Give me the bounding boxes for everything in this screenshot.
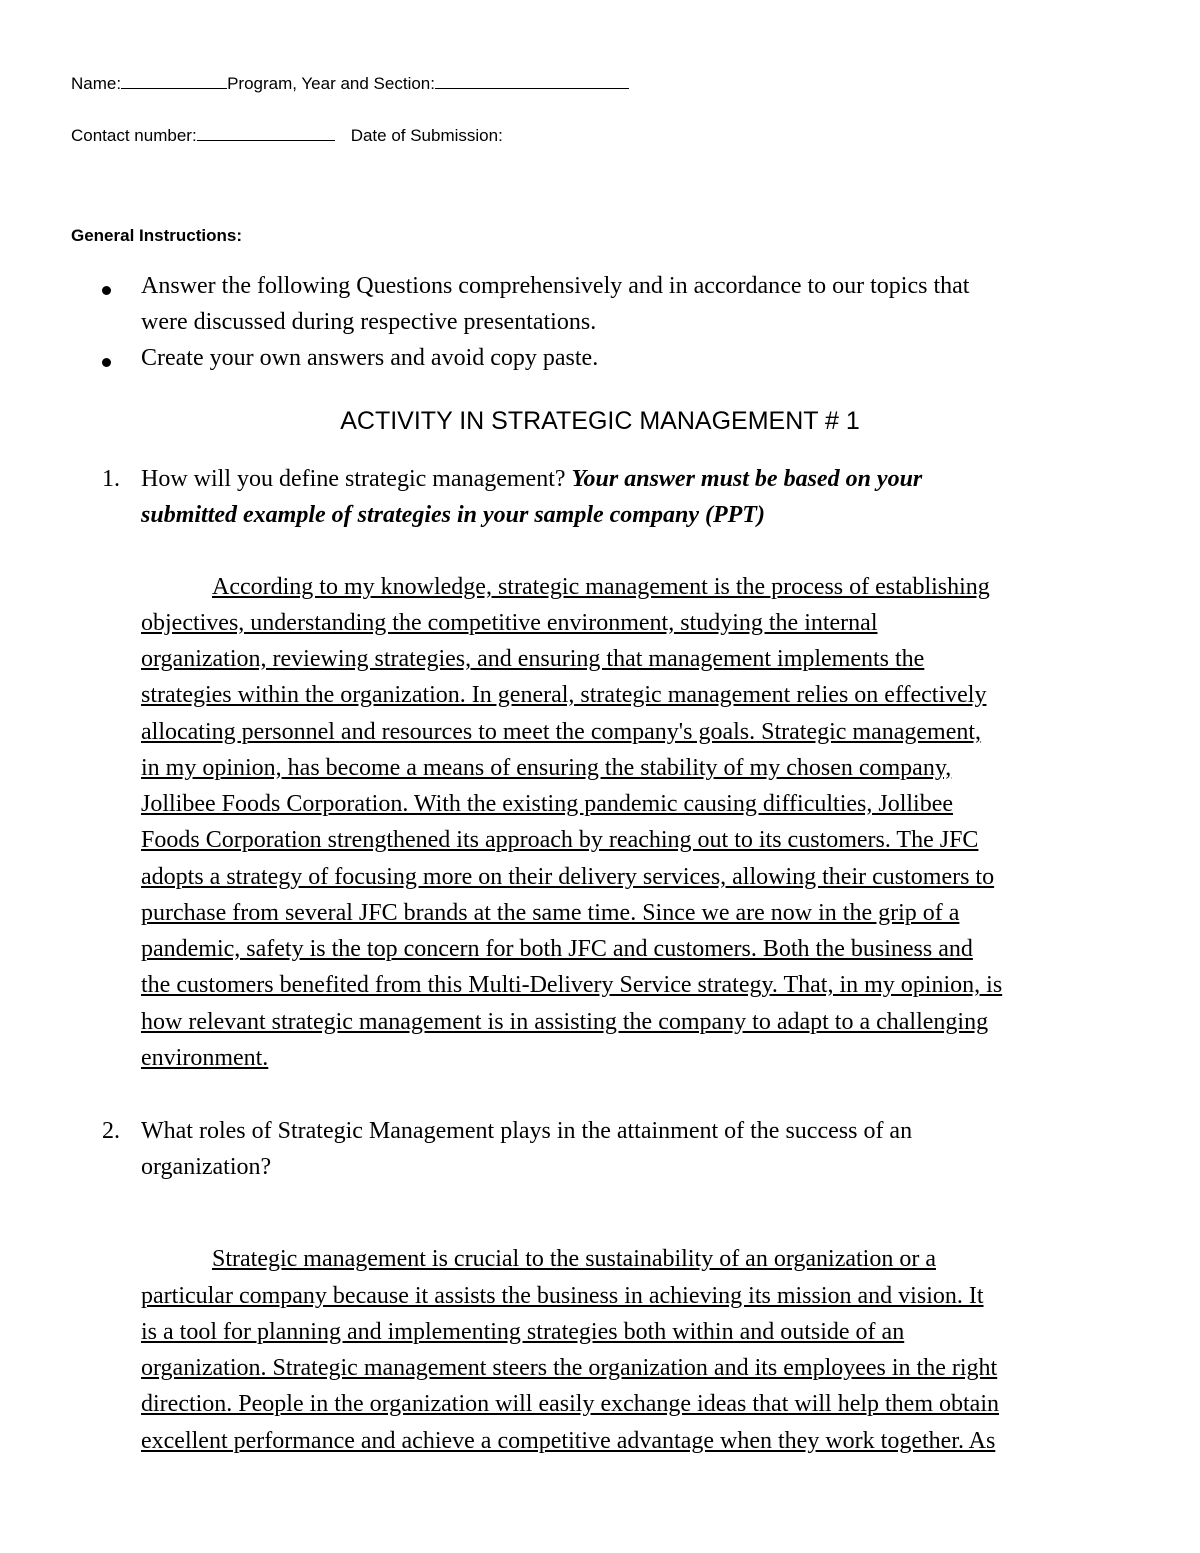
answer-2-line: direction. People in the organization will easily exchange ideas that will help them obtain	[141, 1391, 999, 1417]
date-label: Date of Submission:	[350, 126, 503, 145]
activity-title: ACTIVITY IN STRATEGIC MANAGEMENT # 1	[340, 407, 860, 435]
header-row-1	[71, 74, 629, 94]
name-blank	[121, 74, 227, 89]
answer-1-line: pandemic, safety is the top concern for both JFC and customers. Both the business and	[141, 936, 973, 962]
instruction-bullet-2: Create your own answers and avoid copy paste.	[141, 345, 599, 371]
answer-1-line: purchase from several JFC brands at the same time. Since we are now in the grip of a	[141, 900, 960, 926]
question-1-text: How will you define strategic management?	[141, 466, 566, 492]
answer-2-line: Strategic management is crucial to the sustainability of an organization or a	[212, 1246, 936, 1272]
question-2-line-2: organization?	[141, 1154, 272, 1180]
question-2-number: 2.	[102, 1118, 120, 1144]
answer-1-line: objectives, understanding the competitive environment, studying the internal	[141, 610, 878, 636]
program-blank	[435, 74, 629, 89]
answer-2-line: particular company because it assists the business in achieving its mission and vision. It	[141, 1283, 984, 1309]
answer-1-line: environment.	[141, 1045, 269, 1071]
header-row-2	[71, 126, 503, 146]
question-1-emphasis-line-2: submitted example of strategies in your sample company (PPT)	[141, 502, 765, 528]
name-label: Name:	[71, 74, 122, 93]
contact-blank	[197, 126, 335, 141]
bullet-dot	[102, 286, 111, 295]
instruction-bullet-1: Answer the following Questions comprehensively and in accordance to our topics that	[141, 273, 970, 299]
instructions-heading: General Instructions:	[71, 226, 242, 245]
answer-1-line: in my opinion, has become a means of ensuring the stability of my chosen company,	[141, 755, 952, 781]
question-1-number: 1.	[102, 466, 120, 492]
question-1-line-1	[141, 466, 922, 493]
answer-1-line: adopts a strategy of focusing more on their delivery services, allowing their customers to	[141, 864, 995, 890]
contact-label: Contact number:	[71, 126, 197, 145]
answer-1-line: the customers benefited from this Multi-Delivery Service strategy. That, in my opinion, is	[141, 972, 1003, 998]
answer-1-line: allocating personnel and resources to meet the company's goals. Strategic management,	[141, 719, 982, 745]
answer-1-line: strategies within the organization. In general, strategic management relies on effectively	[141, 682, 987, 708]
answer-1-line: organization, reviewing strategies, and ensuring that management implements the	[141, 646, 925, 672]
answer-1-line: Foods Corporation strengthened its approach by reaching out to its customers. The JFC	[141, 827, 979, 853]
bullet-dot	[102, 358, 111, 367]
answer-1-line: According to my knowledge, strategic management is the process of establishing	[212, 574, 990, 600]
question-1-emphasis: Your answer must be based on your	[571, 466, 923, 492]
instruction-bullet-1-cont: were discussed during respective presentations.	[141, 309, 597, 335]
answer-2-line: is a tool for planning and implementing strategies both within and outside of an	[141, 1319, 905, 1345]
answer-1-line: how relevant strategic management is in assisting the company to adapt to a challenging	[141, 1009, 989, 1035]
answer-2-line: excellent performance and achieve a competitive advantage when they work together. As	[141, 1428, 996, 1454]
question-2-line-1: What roles of Strategic Management plays in the attainment of the success of an	[141, 1118, 913, 1144]
answer-1-line: Jollibee Foods Corporation. With the existing pandemic causing difficulties, Jollibee	[141, 791, 954, 817]
answer-2-line: organization. Strategic management steers the organization and its employees in the right	[141, 1355, 998, 1381]
program-label: Program, Year and Section:	[227, 74, 435, 93]
